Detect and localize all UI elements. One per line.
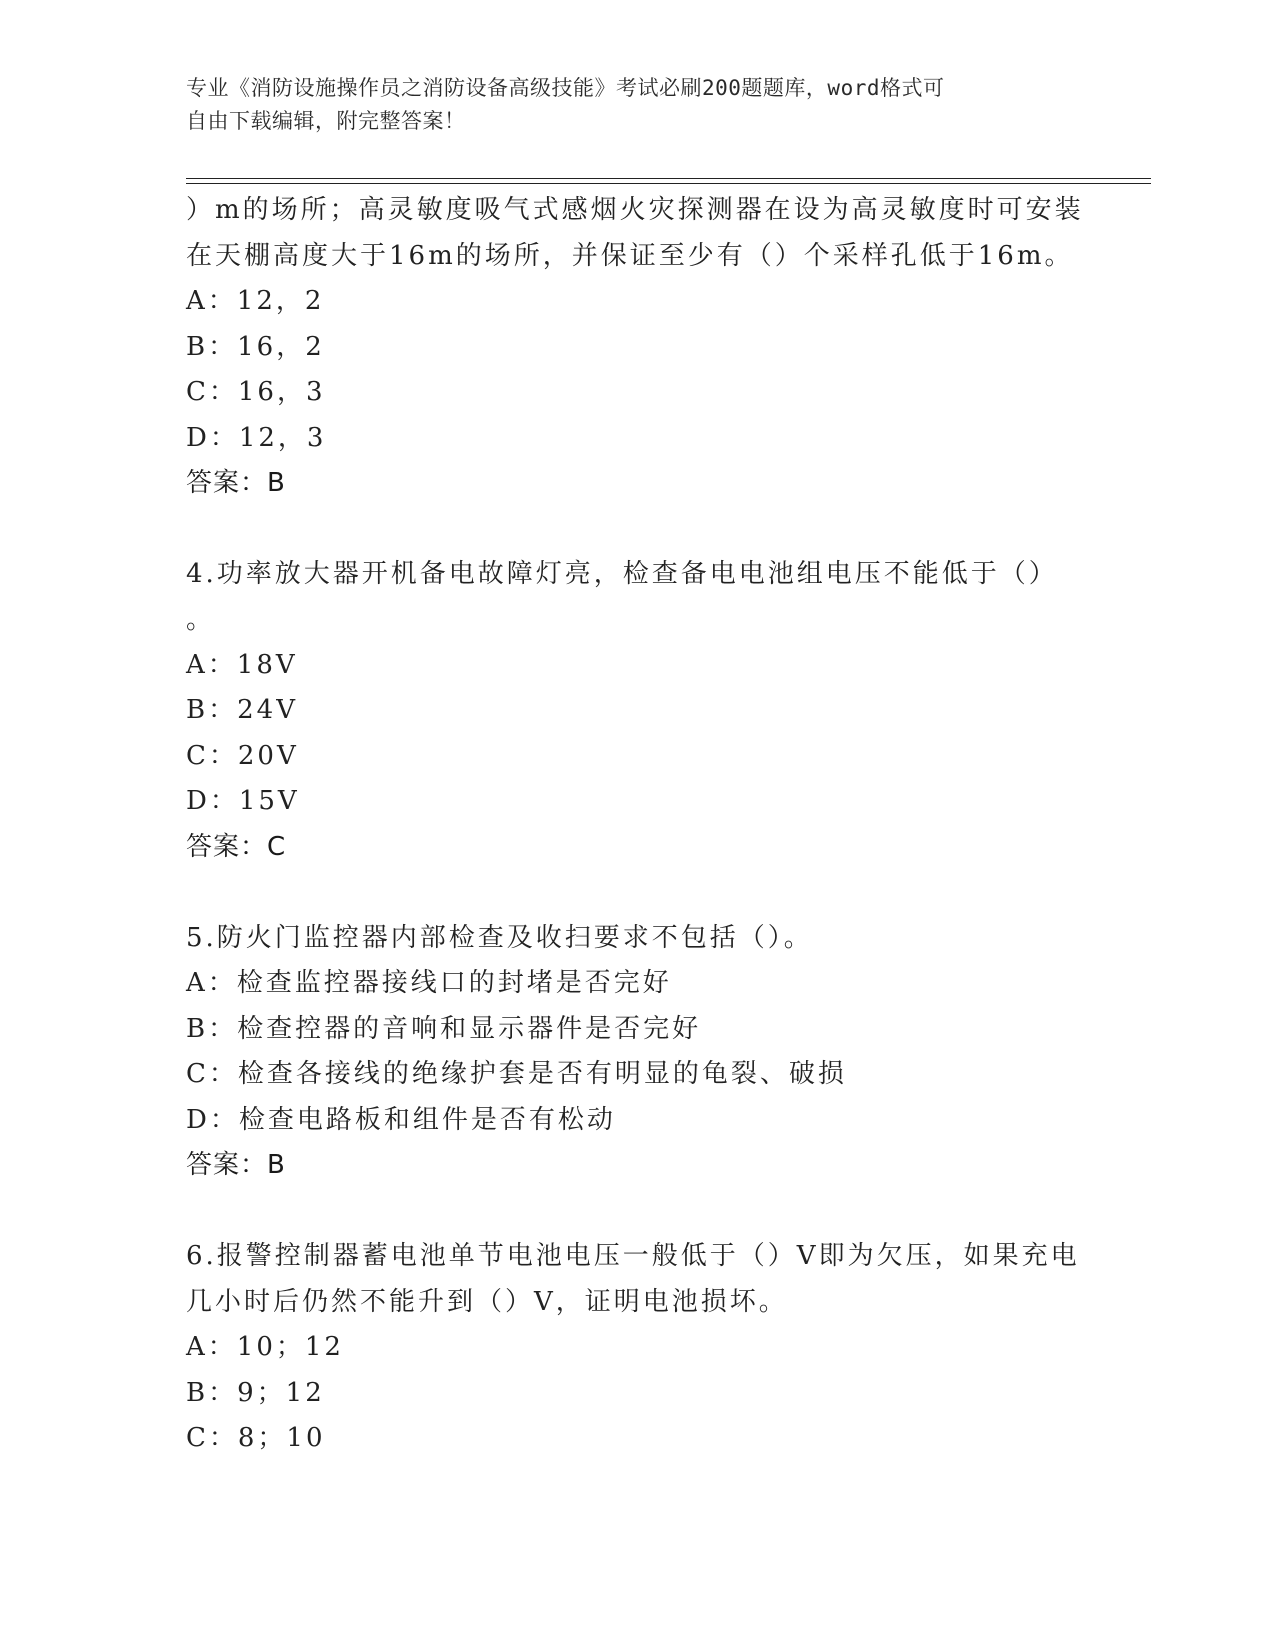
question-stem-line: 几小时后仍然不能升到（）V，证明电池损坏。 <box>186 1286 788 1317</box>
header-divider-top <box>186 178 1151 179</box>
option-b: B：16，2 <box>186 331 325 362</box>
option-a: A：检查监控器接线口的封堵是否完好 <box>186 968 672 998</box>
answer-label: 答案：B <box>186 1150 286 1180</box>
option-a: A：18V <box>186 649 298 680</box>
question-list <box>186 188 1086 1462</box>
spacer <box>186 506 1086 552</box>
spacer <box>186 870 1086 916</box>
option-c: C：20V <box>186 740 299 771</box>
question-stem-line: 在天棚高度大于16m的场所，并保证至少有（）个采样孔低于16m。 <box>186 240 1074 271</box>
header-title-line-2: 自由下载编辑，附完整答案！ <box>186 109 466 133</box>
question-6 <box>186 1234 1086 1462</box>
option-a: A：12，2 <box>186 286 325 316</box>
question-stem-line: 6.报警控制器蓄电池单节电池电压一般低于（）V即为欠压，如果充电 <box>186 1241 1080 1271</box>
option-d: D：12，3 <box>186 422 327 453</box>
question-stem-line: 5.防火门监控器内部检查及收扫要求不包括（）。 <box>186 922 813 953</box>
option-d: D：15V <box>186 786 300 816</box>
header-divider-bottom <box>186 183 1151 184</box>
answer-label: 答案：B <box>186 468 286 498</box>
spacer <box>186 1188 1086 1234</box>
option-c: C：16，3 <box>186 377 326 407</box>
document-header <box>186 72 1086 138</box>
option-c: C：检查各接线的绝缘护套是否有明显的龟裂、破损 <box>186 1059 847 1089</box>
question-3 <box>186 188 1086 506</box>
option-c: C：8；10 <box>186 1423 326 1453</box>
question-stem-line: ）m的场所；高灵敏度吸气式感烟火灾探测器在设为高灵敏度时可安装 <box>186 195 1084 225</box>
question-5 <box>186 916 1086 1189</box>
option-b: B：检查控器的音响和显示器件是否完好 <box>186 1013 702 1044</box>
option-b: B：24V <box>186 695 298 725</box>
option-b: B：9；12 <box>186 1377 325 1408</box>
question-4 <box>186 552 1086 870</box>
option-d: D：检查电路板和组件是否有松动 <box>186 1104 616 1135</box>
header-title-line-1: 专业《消防设施操作员之消防设备高级技能》考试必刷200题题库，word格式可 <box>186 76 945 100</box>
option-a: A：10；12 <box>186 1332 344 1362</box>
question-stem-line: 。 <box>186 604 216 635</box>
answer-label: 答案：C <box>186 831 287 862</box>
question-stem-line: 4.功率放大器开机备电故障灯亮，检查备电电池组电压不能低于（） <box>186 559 1058 589</box>
